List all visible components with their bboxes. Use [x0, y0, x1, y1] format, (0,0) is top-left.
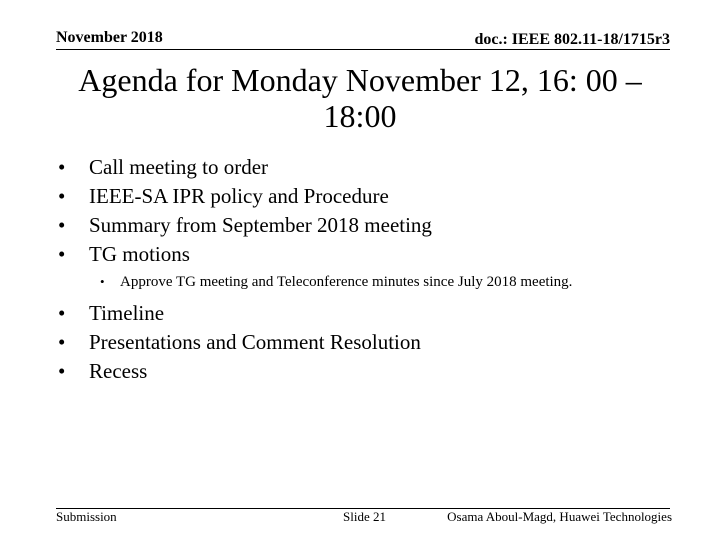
footer-slide-number: Slide 21	[343, 509, 386, 524]
agenda-item-timeline: • Timeline	[56, 299, 696, 328]
header-doc-id: doc.: IEEE 802.11-18/1715r3	[474, 31, 670, 48]
agenda-item-tg-motions: • TG motions	[56, 240, 696, 269]
agenda-item-recess: • Recess	[56, 357, 696, 386]
slide-title: Agenda for Monday November 12, 16: 00 – 18:00	[78, 62, 642, 134]
agenda-item-ipr-policy: • IEEE-SA IPR policy and Procedure	[56, 182, 696, 211]
agenda-item-summary: • Summary from September 2018 meeting	[56, 211, 696, 240]
agenda-subitem-approve-minutes: • Approve TG meeting and Teleconference minutes since July 2018 meeting.	[56, 272, 696, 292]
footer-author: Osama Aboul-Magd, Huawei Technologies	[447, 509, 672, 524]
footer-submission: Submission	[56, 509, 117, 524]
agenda-item-call-to-order: • Call meeting to order	[56, 153, 696, 182]
agenda-item-presentations: • Presentations and Comment Resolution	[56, 328, 696, 357]
header-divider	[56, 49, 670, 50]
agenda-list	[56, 153, 696, 386]
header-date: November 2018	[56, 29, 163, 46]
